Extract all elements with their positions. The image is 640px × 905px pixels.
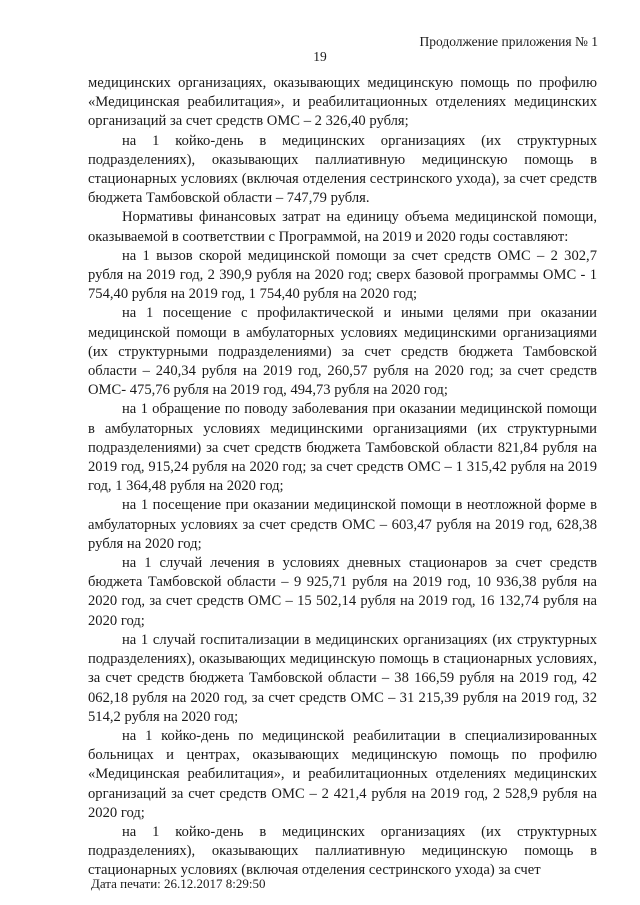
paragraph-hospitalization: на 1 случай госпитализации в медицинских организациях (их структурных подразделениях), оказывающих медицинскую помощь в стационарных условиях, за счет средств бюджета Тамбовской области – 38 166,59 рубля на 2019 год, 42 062,18 рубля на 2020 год, за счет средств ОМС – 31 215,39 рубля на 2019 год, 32 514,2 рубля на 2020 год; bbox=[88, 631, 597, 725]
print-date: Дата печати: 26.12.2017 8:29:50 bbox=[91, 876, 266, 891]
paragraph-palliative-bed-day-2: на 1 койко-день в медицинских организациях (их структурных подразделениях), оказывающих паллиативную медицинскую помощь в стационарных условиях (включая отделения сестринского ухода) за счет bbox=[88, 823, 597, 879]
paragraph-day-hospital: на 1 случай лечения в условиях дневных стационаров за счет средств бюджета Тамбовской области – 9 925,71 рубля на 2019 год, 10 936,38 рубля на 2020 год, за счет средств ОМС – 15 502,14 рубля на 2019 год, 16 132,74 рубля на 2020 год; bbox=[88, 555, 597, 629]
paragraph-disease-appeal: на 1 обращение по поводу заболевания при оказании медицинской помощи в амбулаторных условиях медицинскими организациями (их структурными подразделениями) за счет средств бюджета Тамбовской области 821,84 рубля на 2019 год, 915,24 рубля на 2020 год; за счет средств ОМС – 1 315,42 рубля на 2019 год, 1 364,48 рубля на 2020 год; bbox=[88, 401, 597, 495]
paragraph-rehab-bed-day: на 1 койко-день по медицинской реабилитации в специализированных больницах и центрах, оказывающих медицинскую помощь по профилю «Медицинская реабилитация», и реабилитационных отделениях медицинских организаций за счет средств ОМС – 2 421,4 рубля на 2019 год, 2 528,9 рубля на 2020 год; bbox=[88, 727, 597, 821]
paragraph-urgent-visit: на 1 посещение при оказании медицинской помощи в неотложной форме в амбулаторных условиях за счет средств ОМС – 603,47 рубля на 2019 год, 628,38 рубля на 2020 год; bbox=[88, 497, 597, 552]
document-body bbox=[88, 74, 597, 881]
paragraph-ambulance-call: на 1 вызов скорой медицинской помощи за счет средств ОМС – 2 302,7 рубля на 2019 год, 2 390,9 рубля на 2020 год; сверх базовой программы ОМС - 1 754,40 рубля на 2019 год, 1 754,40 рубля на 2020 год; bbox=[88, 247, 597, 303]
paragraph-preventive-visit: на 1 посещение с профилактической и иными целями при оказании медицинской помощи в амбулаторных условиях медицинскими организациями (их структурными подразделениями) за счет средств бюджета Тамбовской области – 240,34 рубля на 2019 год, 260,57 рубля на 2020 год; за счет средств ОМС- 475,76 рубля на 2019 год, 494,73 рубля на 2020 год; bbox=[88, 305, 597, 399]
paragraph-rehab-continuation: медицинских организациях, оказывающих медицинскую помощь по профилю «Медицинская реабилитация», и реабилитационных отделениях медицинских организаций за счет средств ОМС – 2 326,40 рубля; bbox=[88, 75, 597, 130]
paragraph-palliative-bed-day: на 1 койко-день в медицинских организациях (их структурных подразделениях), оказывающих паллиативную медицинскую помощь в стационарных условиях (включая отделения сестринского ухода), за счет средств бюджета Тамбовской области – 747,79 рубля. bbox=[88, 132, 597, 207]
paragraph-financial-norms-intro: Нормативы финансовых затрат на единицу объема медицинской помощи, оказываемой в соответствии с Программой, на 2019 и 2020 годы составляют: bbox=[88, 209, 597, 245]
appendix-continuation-note: Продолжение приложения № 1 bbox=[419, 34, 598, 49]
page-number: 19 bbox=[313, 49, 327, 64]
